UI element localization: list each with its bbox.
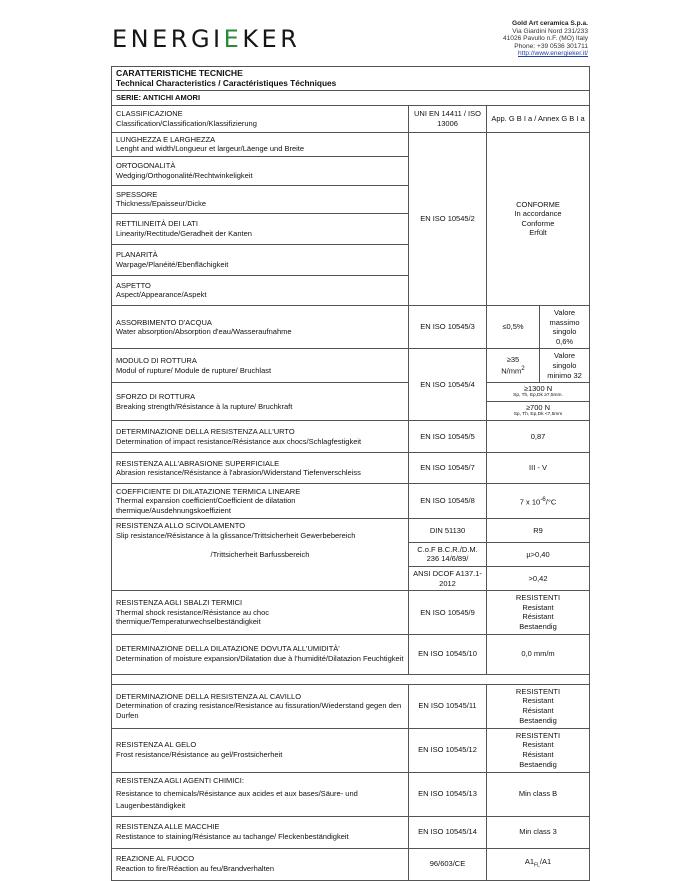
table-row: RETTILINEITÀ DEI LATI Linearity/Rectitude/Geradheit der Kanten — [112, 213, 590, 244]
energieker-logo: ENERGIEKER — [112, 25, 301, 53]
table-row: SPESSORE Thickness/Epaisseur/Dicke — [112, 185, 590, 213]
table-row: CLASSIFICAZIONE Classification/Classification/Klassifizierung UNI EN 14411 / ISO 13006 App. G B I a / Annex G B I a — [112, 105, 590, 132]
company-city: 41026 Pavullo n.F. (MO) Italy — [502, 35, 588, 43]
table-row: ANSI DCOF A137.1-2012 >0,42 — [112, 567, 590, 591]
table-row: COEFFICIENTE DI DILATAZIONE TERMICA LINEARE Thermal expansion coefficient/Coefficient de dilatation thermique/Ausdehnungskoeffizient EN ISO 10545/8 7 x $10^{-6}/^\circ C$ — [112, 484, 590, 519]
table-row: ORTOGONALITÀ Wedging/Orthogonalité/Rechtwinkeligkeit — [112, 156, 590, 185]
table-row: RESISTENZA AGLI SBALZI TERMICI Thermal shock resistance/Résistance au choc thermique/Temperaturwechselbeständigkeit EN ISO 10545/9 RESISTENTI Resistant Résistant Bestaendig — [112, 591, 590, 634]
table-row: LUNGHEZZA E LARGHEZZA Lenght and width/Longueur et largeur/Läenge und Breite EN ISO 10545/2 CONFORME In accordance Conforme Erfült — [112, 132, 590, 156]
table-row: DETERMINAZIONE DELLA RESISTENZA ALL'URTO Determination of impact resistance/Résistance aux chocs/Schlagfestigkeit EN ISO 10545/5 0,87 — [112, 421, 590, 453]
company-website-link[interactable]: http://www.energieker.it/ — [518, 50, 588, 58]
table-subtitle: Technical Characteristics / Caractéristiques Téchniques — [116, 77, 337, 88]
table-row: RESISTENZA ALLE MACCHIE Restistance to staining/Résistance au tachange/ Fleckenbeständigkeit EN ISO 10545/14 Min class 3 — [112, 816, 590, 848]
table-title: CARATTERISTICHE TECNICHE — [116, 68, 243, 78]
table-gap — [112, 674, 590, 684]
table-row: SFORZO DI ROTTURA Breaking strength/Résistance à la rupture/ Bruchkraft ≥1300 N Sp, Th, Ep,Dk ≥7,5mm. — [112, 383, 590, 402]
table-row: RESISTENZA AL GELO Frost resistance/Résistance au gel/Frostsicherheit EN ISO 10545/12 RESISTENTI Resistant Résistant Bestaendig — [112, 728, 590, 772]
table-row: DETERMINAZIONE DELLA RESISTENZA AL CAVILLO Determination of crazing resistance/Resistance au fissuration/Wiederstand gegen den Durfen EN ISO 10545/11 RESISTENTI Resistant Résistant Bestaendig — [112, 684, 590, 728]
company-name: Gold Art ceramica S.p.a. — [512, 20, 588, 27]
table-row: DETERMINAZIONE DELLA DILATAZIONE DOVUTA ALL'UMIDITÀ' Determination of moisture expansion/Dilatation due à l'humidité/Dilatazion Feuchtigkeit EN ISO 10545/10 0,0 mm/m — [112, 634, 590, 674]
company-street: Via Giardini Nord 231/233 — [512, 27, 588, 35]
table-row: ≥700 N Sp, Th, Ep,Dk <7,5mm — [112, 402, 590, 421]
page-header — [0, 0, 700, 60]
company-phone: Phone: +39 0536 301711 — [514, 42, 588, 50]
table-row: RESISTENZA AGLI AGENTI CHIMICI: Resistance to chemicals/Résistance aux acides et aux bases/Säure- und Laugenbeständigkeit EN ISO 10545/13 Min class B — [112, 772, 590, 816]
table-row: ASSORBIMENTO D'ACQUA Water absorption/Absorption d'eau/Wasseraufnahme EN ISO 10545/3 ≤0,5% Valore massimo singolo 0,6% — [112, 305, 590, 348]
company-address — [503, 20, 588, 58]
technical-characteristics-table — [111, 66, 590, 881]
table-row: ASPETTO Aspect/Appearance/Aspekt — [112, 275, 590, 305]
dimensions-value: CONFORME In accordance Conforme Erfült — [487, 132, 590, 305]
serie-row — [112, 91, 590, 106]
table-row: RESISTENZA ALLO SCIVOLAMENTO Slip resistance/Résistance à la glissance/Trittsicherheit Gewerbebereich DIN 51130 R9 — [112, 519, 590, 543]
table-row: PLANARITÀ Warpage/Planéité/Ebenflächigkeit — [112, 244, 590, 275]
strength-norm: EN ISO 10545/4 — [409, 349, 487, 421]
table-row: MODULO DI ROTTURA Modul of rupture/ Module de rupture/ Bruchlast EN ISO 10545/4 ≥35 $N/mm^2$ Valore singolo minimo 32 — [112, 349, 590, 383]
table-title-row — [112, 67, 590, 91]
dimensions-norm: EN ISO 10545/2 — [409, 132, 487, 305]
serie-label: SERIE: ANTICHI AMORI — [112, 91, 590, 106]
table-row: /Trittsicherheit Barfussbereich C.o.F B.C.R./D.M. 236 14/6/89/ µ>0,40 — [112, 542, 590, 566]
table-row: RESISTENZA ALL'ABRASIONE SUPERFICIALE Abrasion resistance/Résistance à l'abrasion/Widerstand Tiefenverschleiss EN ISO 10545/7 III - V — [112, 453, 590, 484]
table-row: REAZIONE AL FUOCO Reaction to fire/Réaction au feu/Brandverhalten 96/603/CE $A1_{FL}/A1$ — [112, 848, 590, 880]
